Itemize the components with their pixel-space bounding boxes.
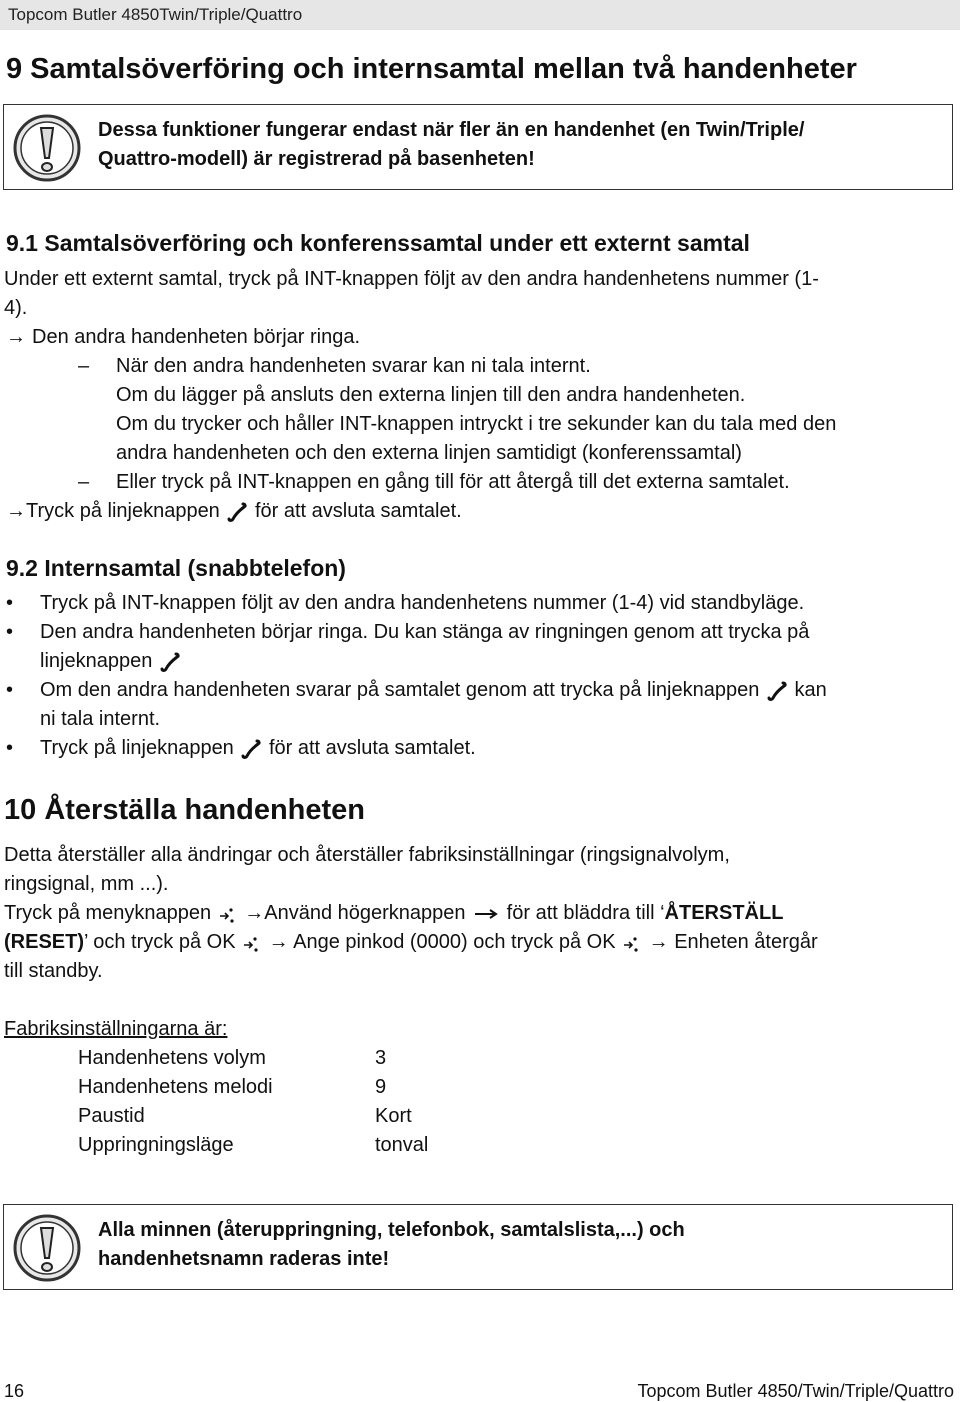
p2-part6: → Enheten återgår xyxy=(648,931,818,953)
section-9-1-heading: 9.1 Samtalsöverföring och konferenssamtal under ett externt samtal xyxy=(6,230,750,256)
phone-line-icon xyxy=(225,501,249,523)
p2-part2: →Använd högerknappen xyxy=(244,902,466,924)
bullet-4-before: Tryck på linjeknappen xyxy=(40,737,234,759)
bullet-4-row xyxy=(40,737,476,760)
bullet-3-before: Om den andra handenheten svarar på samtalet genom att trycka på linjeknappen xyxy=(40,679,760,701)
warning-icon xyxy=(12,1213,82,1283)
section-10-p2-line1 xyxy=(4,902,783,925)
end-after: för att avsluta samtalet. xyxy=(254,500,462,522)
factory-settings-title: Fabriksinställningarna är: xyxy=(4,1018,228,1040)
section-10-p2-line3: till standby. xyxy=(4,960,103,982)
warning-2-line2: handenhetsnamn raderas inte! xyxy=(98,1248,390,1270)
bullet-2-dot: • xyxy=(6,621,14,643)
end-arrow: → xyxy=(6,500,26,522)
bullet-4-dot: • xyxy=(6,737,14,759)
section-10-p1-line2: ringsignal, mm ...). xyxy=(4,873,169,895)
section-10-heading: 10 Återställa handenheten xyxy=(4,794,365,826)
sub-item-3-line1: Om du trycker och håller INT-knappen intryckt i tre sekunder kan du tala med den xyxy=(116,413,837,435)
p2-bold2: (RESET) xyxy=(4,931,84,953)
page-header xyxy=(0,0,960,30)
bullet-2-line2-row xyxy=(40,650,182,673)
p2-part5: → Ange pinkod (0000) och tryck på OK xyxy=(268,931,616,953)
factory-label-1: Handenhetens melodi xyxy=(78,1076,273,1098)
end-before: Tryck på linjeknappen xyxy=(26,500,220,522)
end-step-row xyxy=(6,500,462,523)
step-arrow: → xyxy=(6,326,26,348)
phone-line-icon xyxy=(765,680,789,702)
p2-part1: Tryck på menyknappen xyxy=(4,902,212,924)
dash-2: – xyxy=(78,471,90,493)
factory-label-3: Uppringningsläge xyxy=(78,1134,234,1156)
section-9-1-intro-line1: Under ett externt samtal, tryck på INT-knappen följt av den andra handenhetens nummer (1- xyxy=(4,268,819,290)
section-9-2-heading: 9.2 Internsamtal (snabbtelefon) xyxy=(6,555,346,581)
ok-icon xyxy=(241,933,263,953)
right-arrow-icon xyxy=(471,904,501,924)
factory-value-0: 3 xyxy=(375,1047,387,1069)
dash-1: – xyxy=(78,355,90,377)
bullet-3-dot: • xyxy=(6,679,14,701)
sub-item-3-line2: andra handenheten och den externa linjen samtidigt (konferenssamtal) xyxy=(116,442,742,464)
bullet-1-dot: • xyxy=(6,592,14,614)
page-number: 16 xyxy=(4,1381,25,1401)
factory-label-0: Handenhetens volym xyxy=(78,1047,266,1069)
warning-2-line1: Alla minnen (återuppringning, telefonbok, samtalslista,...) och xyxy=(98,1219,685,1241)
footer-title: Topcom Butler 4850/Twin/Triple/Quattro xyxy=(637,1381,954,1401)
bullet-1-text: Tryck på INT-knappen följt av den andra handenhetens nummer (1-4) vid standbyläge. xyxy=(40,592,805,614)
factory-value-1: 9 xyxy=(375,1076,387,1098)
bullet-3-after: kan xyxy=(794,679,827,701)
factory-label-2: Paustid xyxy=(78,1105,145,1127)
section-9-heading: 9 Samtalsöverföring och internsamtal mellan två handenheter xyxy=(6,53,857,85)
factory-value-2: Kort xyxy=(375,1105,412,1127)
warning-box-1 xyxy=(3,104,953,190)
phone-line-icon xyxy=(158,651,182,673)
p2-bold1: ÅTERSTÄLL xyxy=(664,902,784,924)
section-10-p1-line1: Detta återställer alla ändringar och återställer fabriksinställningar (ringsignalvolym, xyxy=(4,844,730,866)
warning-icon xyxy=(12,113,82,183)
factory-value-3: tonval xyxy=(375,1134,429,1156)
menu-ok-icon xyxy=(217,904,239,924)
warning-box-2 xyxy=(3,1204,953,1290)
bullet-2-line1: Den andra handenheten börjar ringa. Du kan stänga av ringningen genom att trycka på xyxy=(40,621,810,643)
bullet-3-line1-row xyxy=(40,679,827,702)
p2-part4: ’ och tryck på OK xyxy=(84,931,236,953)
bullet-3-line2: ni tala internt. xyxy=(40,708,161,730)
p2-part3: för att bläddra till ‘ xyxy=(506,902,665,924)
sub-item-2: Om du lägger på ansluts den externa linjen till den andra handenheten. xyxy=(116,384,746,406)
sub-item-4: Eller tryck på INT-knappen en gång till för att återgå till det externa samtalet. xyxy=(116,471,790,493)
bullet-2-line2: linjeknappen xyxy=(40,650,153,672)
ok-icon xyxy=(621,933,643,953)
section-10-p2-line2 xyxy=(4,931,818,954)
bullet-4-after: för att avsluta samtalet. xyxy=(268,737,476,759)
step-1-text: Den andra handenheten börjar ringa. xyxy=(32,326,361,348)
section-9-1-intro-line2: 4). xyxy=(4,297,28,319)
sub-item-1: När den andra handenheten svarar kan ni tala internt. xyxy=(116,355,591,377)
warning-text-line2: Quattro-modell) är registrerad på basenheten! xyxy=(98,148,535,170)
phone-line-icon xyxy=(239,738,263,760)
header-title: Topcom Butler 4850Twin/Triple/Quattro xyxy=(8,5,303,24)
warning-text-line1: Dessa funktioner fungerar endast när fler än en handenhet (en Twin/Triple/ xyxy=(98,119,805,141)
